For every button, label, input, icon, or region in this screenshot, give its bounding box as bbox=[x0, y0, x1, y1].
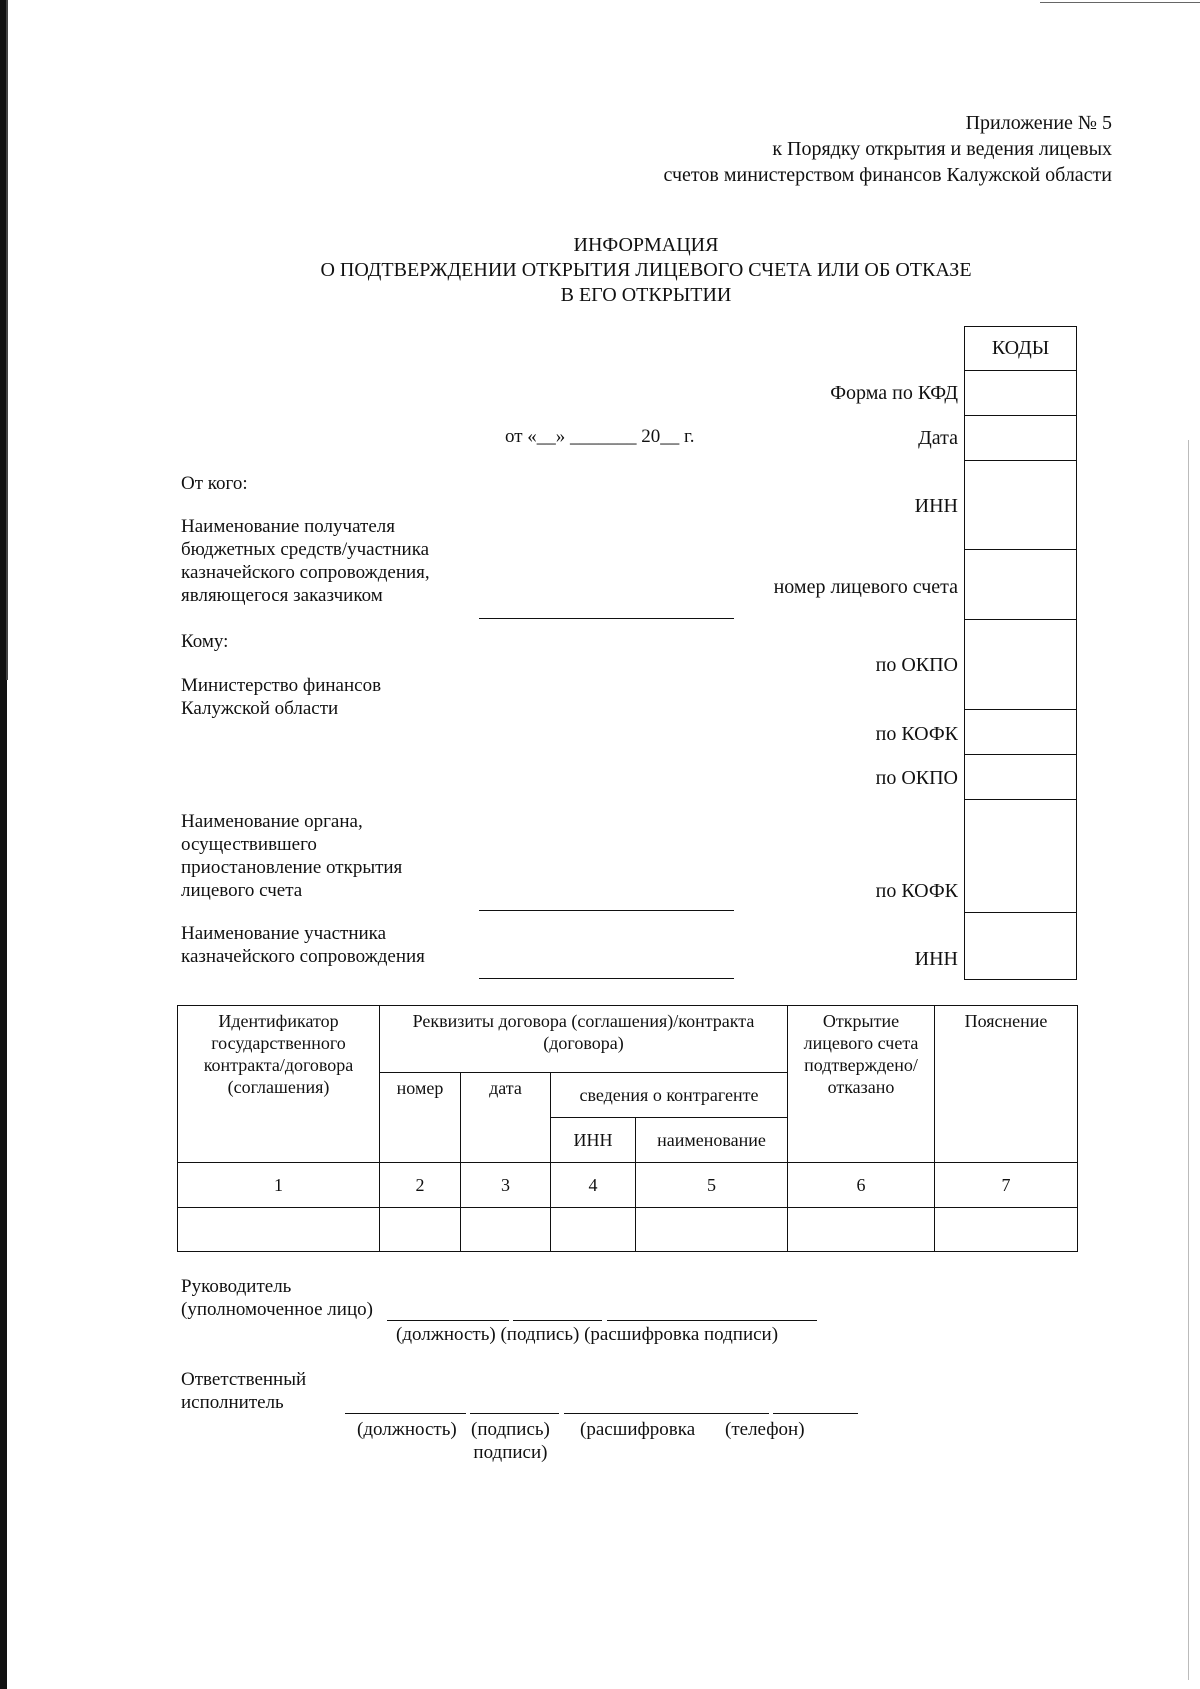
executor-decoding-caption: (расшифровка bbox=[580, 1419, 696, 1440]
col-number: 7 bbox=[935, 1163, 1078, 1208]
table-cell bbox=[551, 1208, 636, 1252]
table-cell bbox=[380, 1208, 461, 1252]
table-cell bbox=[935, 1208, 1078, 1252]
executor-phone-line bbox=[773, 1413, 858, 1414]
col7-header: Пояснение bbox=[935, 1006, 1078, 1163]
contract-details-header: Реквизиты договора (соглашения)/контракта (договора) bbox=[380, 1006, 788, 1073]
recipient-label-line: бюджетных средств/участника bbox=[181, 539, 430, 560]
codes-divider bbox=[964, 709, 1077, 710]
kofk-code-label-2: по КОФК bbox=[875, 880, 958, 902]
organ-name-line bbox=[479, 910, 734, 911]
date-code-label: Дата bbox=[918, 427, 958, 449]
executor-label bbox=[181, 1368, 306, 1414]
okpo-code-label-2: по ОКПО bbox=[875, 767, 958, 789]
organ-label-line: приостановление открытия bbox=[181, 857, 403, 878]
codes-divider bbox=[964, 799, 1077, 800]
col-number: 2 bbox=[380, 1163, 461, 1208]
codes-divider bbox=[964, 912, 1077, 913]
recipient-label bbox=[181, 515, 430, 607]
head-label-line: Руководитель bbox=[181, 1276, 292, 1297]
ministry-name-line: Министерство финансов bbox=[181, 675, 382, 696]
head-position-line bbox=[387, 1320, 509, 1321]
title-line-1: ИНФОРМАЦИЯ bbox=[573, 234, 719, 256]
to-label: Кому: bbox=[181, 631, 229, 652]
account-number-label: номер лицевого счета bbox=[773, 576, 958, 598]
table-cell bbox=[461, 1208, 551, 1252]
recipient-label-line: Наименование получателя bbox=[181, 516, 395, 537]
title-line-3: В ЕГО ОТКРЫТИИ bbox=[560, 284, 732, 306]
organ-label-line: осуществившего bbox=[181, 834, 317, 855]
col-number: 3 bbox=[461, 1163, 551, 1208]
recipient-label-line: казначейского сопровождения, bbox=[181, 562, 430, 583]
participant-label bbox=[181, 922, 425, 968]
codes-header: КОДЫ bbox=[991, 337, 1050, 359]
codes-divider bbox=[964, 415, 1077, 416]
scan-edge-left-thin bbox=[6, 0, 8, 680]
codes-box bbox=[964, 326, 1077, 980]
codes-divider bbox=[964, 754, 1077, 755]
counterparty-header: сведения о контрагенте bbox=[551, 1073, 788, 1118]
executor-phone-caption: (телефон) bbox=[725, 1419, 805, 1440]
participant-label-line: Наименование участника bbox=[181, 923, 387, 944]
col-number: 6 bbox=[788, 1163, 935, 1208]
name-header: наименование bbox=[636, 1118, 788, 1163]
head-caption: (должность) (подпись) (расшифровка подписи) bbox=[396, 1324, 779, 1345]
col-number: 4 bbox=[551, 1163, 636, 1208]
ministry-name bbox=[181, 674, 381, 720]
participant-name-line bbox=[479, 978, 734, 979]
inn-code-label-2: ИНН bbox=[914, 948, 958, 970]
appendix-line-2: к Порядку открытия и ведения лицевых bbox=[772, 138, 1112, 160]
organ-label bbox=[181, 810, 402, 902]
number-header: номер bbox=[380, 1073, 461, 1163]
executor-signature-caption-line: подписи) bbox=[473, 1442, 548, 1463]
executor-signature-line bbox=[470, 1413, 559, 1414]
executor-label-line: Ответственный bbox=[181, 1369, 307, 1390]
inn-code-label: ИНН bbox=[914, 495, 958, 517]
col6-header: Открытие лицевого счета подтверждено/ отказано bbox=[788, 1006, 935, 1163]
document-date: от «__» _______ 20__ г. bbox=[505, 426, 695, 447]
executor-signature-caption-line: (подпись) bbox=[471, 1419, 550, 1440]
organ-label-line: Наименование органа, bbox=[181, 811, 363, 832]
head-label-line: (уполномоченное лицо) bbox=[181, 1299, 373, 1320]
document-title bbox=[0, 233, 1200, 308]
scan-edge-right bbox=[1188, 440, 1189, 1680]
contracts-table bbox=[177, 1005, 1078, 1252]
okpo-code-label: по ОКПО bbox=[875, 654, 958, 676]
head-decoding-line bbox=[607, 1320, 817, 1321]
from-label: От кого: bbox=[181, 473, 248, 494]
form-kfd-label: Форма по КФД bbox=[830, 382, 958, 404]
ministry-name-line: Калужской области bbox=[181, 698, 339, 719]
kofk-code-label: по КОФК bbox=[875, 723, 958, 745]
appendix-line-3: счетов министерством финансов Калужской области bbox=[663, 164, 1112, 186]
appendix-note bbox=[664, 110, 1113, 188]
table-cell bbox=[178, 1208, 380, 1252]
recipient-label-line: являющегося заказчиком bbox=[181, 585, 383, 606]
participant-label-line: казначейского сопровождения bbox=[181, 946, 425, 967]
col-number: 1 bbox=[178, 1163, 380, 1208]
col1-header: Идентификатор государственного контракта/договора (соглашения) bbox=[178, 1006, 380, 1163]
inn-header: ИНН bbox=[551, 1118, 636, 1163]
scan-edge-top bbox=[1040, 2, 1200, 3]
codes-divider bbox=[964, 549, 1077, 550]
table-cell bbox=[788, 1208, 935, 1252]
executor-position-line bbox=[345, 1413, 466, 1414]
table-cell bbox=[636, 1208, 788, 1252]
executor-decoding-line bbox=[564, 1413, 769, 1414]
head-label bbox=[181, 1275, 373, 1321]
codes-divider bbox=[964, 619, 1077, 620]
codes-divider bbox=[964, 370, 1077, 371]
organ-label-line: лицевого счета bbox=[181, 880, 303, 901]
col-number: 5 bbox=[636, 1163, 788, 1208]
executor-label-line: исполнитель bbox=[181, 1392, 284, 1413]
title-line-2: О ПОДТВЕРЖДЕНИИ ОТКРЫТИЯ ЛИЦЕВОГО СЧЕТА ИЛИ ОБ ОТКАЗЕ bbox=[320, 259, 972, 281]
date-header: дата bbox=[461, 1073, 551, 1163]
executor-signature-caption bbox=[471, 1418, 550, 1464]
recipient-name-line bbox=[479, 618, 734, 619]
executor-position-caption: (должность) bbox=[357, 1419, 457, 1440]
head-signature-line bbox=[513, 1320, 602, 1321]
codes-divider bbox=[964, 460, 1077, 461]
appendix-line-1: Приложение № 5 bbox=[965, 112, 1112, 134]
